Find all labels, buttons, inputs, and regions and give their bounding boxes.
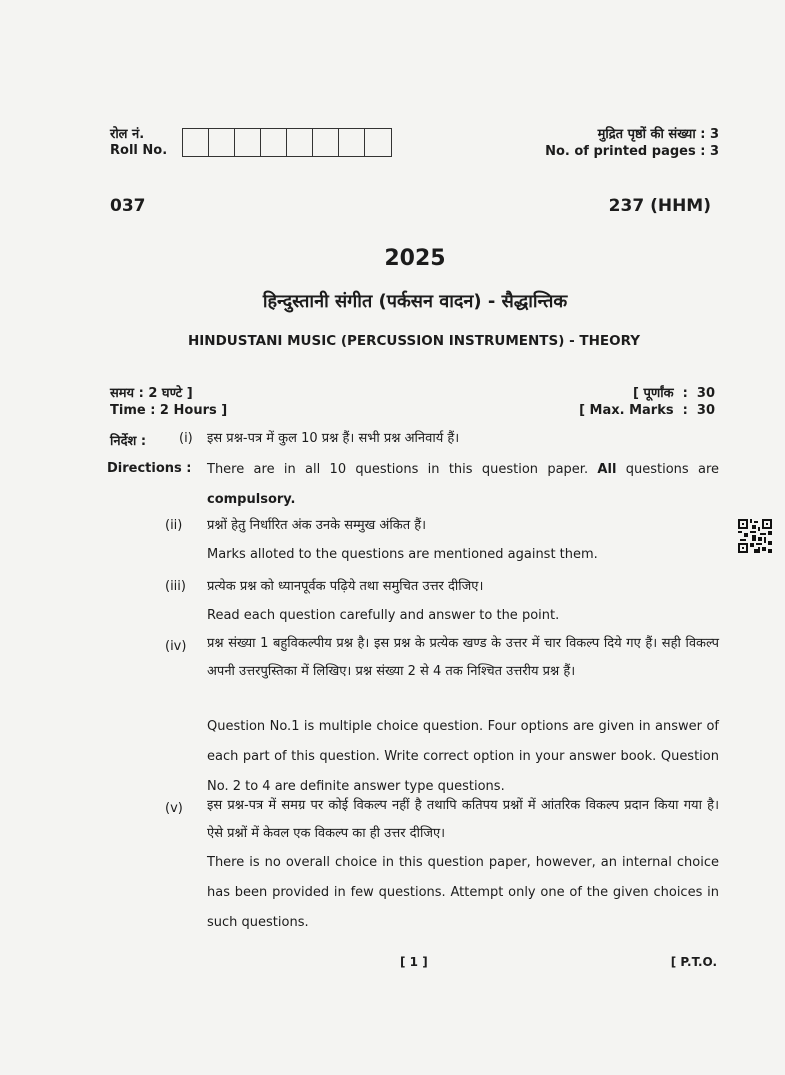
direction-5-hindi: इस प्रश्न-पत्र में समग्र पर कोई विकल्प नहीं है तथापि कतिपय प्रश्नों में आंतरिक विकल्प प्रदान किया गया है। ऐसे प्रश्नों में केवल एक विकल्प का ही उत्तर दीजिए।: [207, 798, 719, 841]
direction-2-english: Marks alloted to the questions are mentioned against them.: [207, 547, 598, 562]
direction-number: (iv): [165, 639, 187, 654]
roll-box: [313, 129, 339, 156]
please-turn-over: [ P.T.O.: [670, 955, 717, 969]
printed-pages-hindi: मुद्रित पृष्ठों की संख्या : 3: [597, 127, 719, 142]
paper-code-right: 237 (HHM): [608, 196, 711, 216]
direction-4-english: Question No.1 is multiple choice question. Four options are given in answer of each part of this question. Write correct option in your answer book. Question No. 2 to 4 are definite answer type questions.: [207, 719, 719, 794]
direction-3-hindi: प्रत्येक प्रश्न को ध्यानपूर्वक पढ़िये तथा समुचित उत्तर दीजिए।: [207, 579, 484, 594]
title-english: HINDUSTANI MUSIC (PERCUSSION INSTRUMENTS) - THEORY: [187, 333, 641, 349]
directions-label-english: Directions :: [107, 461, 192, 476]
roll-label-english: Roll No.: [110, 143, 168, 158]
exam-year: 2025: [384, 246, 446, 271]
direction-5-english: There is no overall choice in this question paper, however, an internal choice has been provided in few questions. Attempt only one of the given choices in such questions.: [207, 855, 719, 930]
qr-code-icon: [738, 519, 772, 553]
title-hindi: हिन्दुस्तानी संगीत (पर्कसन वादन) - सैद्धान्तिक: [262, 291, 568, 312]
direction-1-hindi: इस प्रश्न-पत्र में कुल 10 प्रश्न हैं। सभी प्रश्न अनिवार्य हैं।: [207, 431, 460, 446]
roll-label-hindi: रोल नं.: [110, 127, 145, 142]
roll-box: [365, 129, 391, 156]
page-number: [ 1 ]: [400, 955, 428, 969]
roll-box: [287, 129, 313, 156]
direction-3-english: Read each question carefully and answer to the point.: [207, 608, 560, 623]
roll-box: [183, 129, 209, 156]
max-marks-hindi: [ पूर्णांक : 30: [633, 386, 715, 401]
direction-4-hindi: प्रश्न संख्या 1 बहुविकल्पीय प्रश्न है। इस प्रश्न के प्रत्येक खण्ड के उत्तर में चार विकल्प दिये गए हैं। सही विकल्प अपनी उत्तरपुस्तिका में लिखिए। प्रश्न संख्या 2 से 4 तक निश्चित उत्तरीय प्रश्न हैं।: [207, 636, 719, 679]
direction-1-english: There are in all 10 questions in this question paper. All questions are compulsory.: [207, 462, 720, 507]
directions-label-hindi: निर्देश :: [110, 434, 147, 449]
roll-number-boxes: [182, 128, 392, 157]
direction-number: (ii): [165, 518, 183, 533]
time-english: Time : 2 Hours ]: [110, 403, 228, 418]
direction-number: (v): [165, 801, 183, 816]
time-hindi: समय : 2 घण्टे ]: [110, 386, 193, 401]
roll-box: [339, 129, 365, 156]
direction-2-hindi: प्रश्नों हेतु निर्धारित अंक उनके सम्मुख अंकित हैं।: [207, 518, 427, 533]
printed-pages-english: No. of printed pages : 3: [545, 144, 719, 159]
direction-number: (iii): [165, 579, 186, 594]
roll-box: [235, 129, 261, 156]
roll-box: [261, 129, 287, 156]
max-marks-english: [ Max. Marks : 30: [579, 403, 715, 418]
paper-code-left: 037: [110, 196, 146, 216]
direction-number: (i): [179, 431, 193, 446]
roll-box: [209, 129, 235, 156]
